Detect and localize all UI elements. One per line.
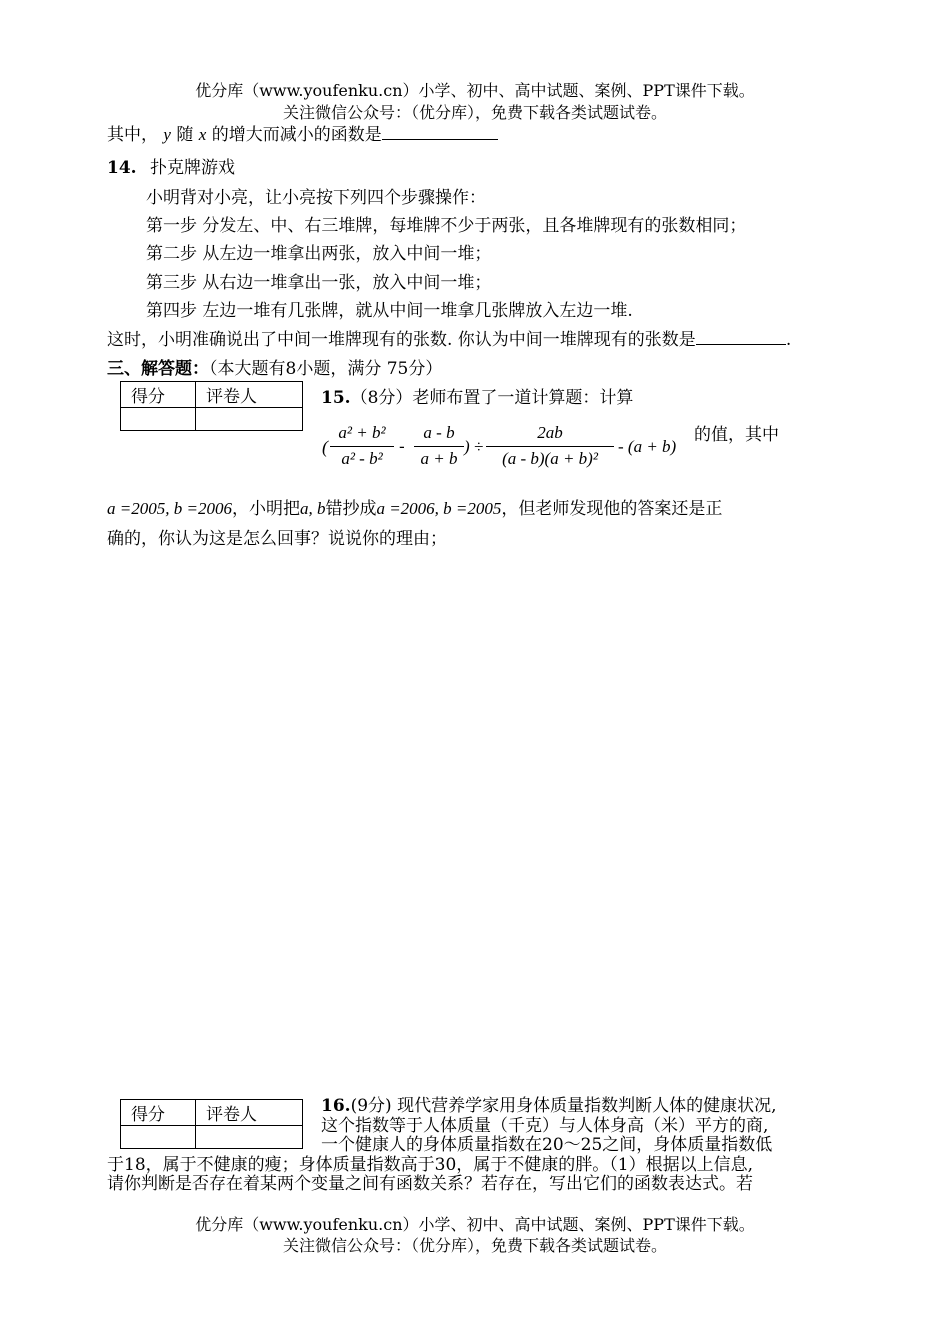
page-header-line2: 关注微信公众号：（优分库），免费下载各类试题试卷。 [282,103,667,122]
expr-minus-1: - [399,437,405,457]
section-3-heading: 三、解答题：（本大题有8小题，满分 75分） [107,359,443,379]
q15-heading: 15.（8分）老师布置了一道计算题：计算 [321,388,634,408]
grader-label: 评卷人 [196,1100,303,1126]
page-footer-line2: 关注微信公众号：（优分库），免费下载各类试题试卷。 [282,1236,667,1255]
grade-box-q15 [120,381,303,431]
score-cell[interactable] [121,1126,196,1149]
expr-f1-num: a² + b² [338,423,386,442]
q14-step-2: 第二步 从左边一堆拿出两张，放入中间一堆； [146,244,492,264]
page-header-line1: 优分库（www.youfenku.cn）小学、初中、高中试题、案例、PPT课件下载。 [195,81,755,100]
q15-answer-area[interactable] [107,560,847,1080]
expr-tail: - (a + b) [618,437,677,456]
q16-line4: 于18，属于不健康的瘦；身体质量指数高于30，属于不健康的胖。（1）根据以上信息, [107,1155,753,1175]
q15-line2: a =2005, b =2006，小明把a, b错抄成a =2006, b =2005，但老师发现他的答案还是正 [107,499,723,519]
q16-line1: 16.(9分) 现代营养学家用身体质量指数判断人体的健康状况, [321,1096,777,1116]
q14-intro: 小明背对小亮，让小亮按下列四个步骤操作： [146,188,486,208]
expr-f3-num: 2ab [537,423,563,442]
q14-step-3: 第三步 从右边一堆拿出一张，放入中间一堆； [146,273,492,293]
q14-answer-blank[interactable] [696,327,786,345]
q14-heading: 14. 扑克牌游戏 [107,158,235,178]
expr-fraction-2 [414,421,464,473]
score-label: 得分 [121,1100,196,1126]
expr-f3-den: (a - b)(a + b)² [502,449,598,468]
expr-fraction-3 [486,421,614,473]
grader-cell[interactable] [196,1126,303,1149]
q13-answer-blank[interactable] [382,122,498,140]
q16-line2: 这个指数等于人体质量（千克）与人体身高（米）平方的商, [321,1116,769,1136]
q14-conclusion: 这时，小明准确说出了中间一堆牌现有的张数. 你认为中间一堆牌现有的张数是 . [107,325,791,350]
q15-line3: 确的，你认为这是怎么回事？说说你的理由； [107,529,447,549]
expr-lparen: ( [322,437,328,457]
score-cell[interactable] [121,408,196,431]
q16-line5: 请你判断是否存在着某两个变量之间有函数关系？若存在，写出它们的函数表达式。若 [107,1174,753,1194]
expr-f2-num: a - b [423,423,455,442]
expr-f2-den: a + b [420,449,458,468]
expr-f1-den: a² - b² [341,449,383,468]
expr-rparen-div: ) ÷ [464,437,484,456]
grader-cell[interactable] [196,408,303,431]
q16-line3: 一个健康人的身体质量指数在20～25之间，身体质量指数低 [321,1135,773,1155]
grade-box-q16 [120,1099,303,1149]
page-footer-line1: 优分库（www.youfenku.cn）小学、初中、高中试题、案例、PPT课件下载。 [195,1215,755,1234]
q14-step-1: 第一步 分发左、中、右三堆牌，每堆牌不少于两张，且各堆牌现有的张数相同； [146,216,747,236]
expr-fraction-1 [330,421,394,473]
grader-label: 评卷人 [196,382,303,408]
q14-step-4: 第四步 左边一堆有几张牌，就从中间一堆拿几张牌放入左边一堆. [146,301,633,321]
q15-after-expr: 的值，其中 [694,425,779,445]
score-label: 得分 [121,382,196,408]
q13-tail: 其中， y 随 x 的增大而减小的函数是 [107,120,498,145]
